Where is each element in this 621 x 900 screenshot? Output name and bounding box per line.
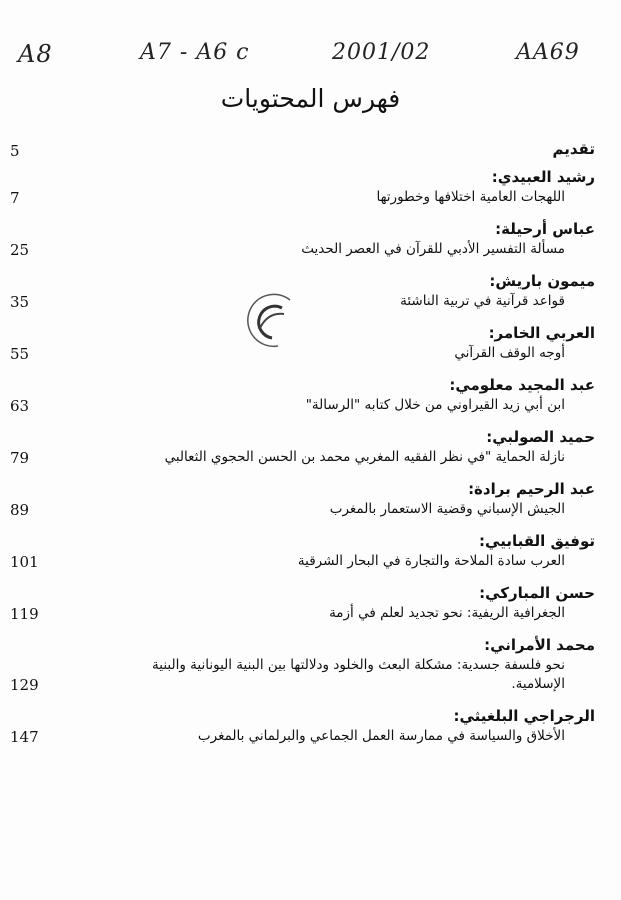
toc-entry (10, 166, 595, 207)
toc-entry (10, 270, 595, 311)
entry-title: اللهجات العامية اختلافها وخطورتها (376, 189, 565, 205)
toc-entry (10, 582, 595, 623)
entry-page-number: 101 (10, 553, 39, 571)
entry-page-number: 55 (10, 345, 30, 363)
entry-title: العرب سادة الملاحة والتجارة في البحار الشرقية (297, 553, 565, 569)
entry-author: رشيد العبيدي: (491, 168, 595, 186)
handwritten-date: 2001/02 (332, 40, 431, 65)
toc-entry (10, 705, 595, 746)
toc-entry (10, 374, 595, 415)
entry-title: الأخلاق والسياسة في ممارسة العمل الجماعي والبرلماني بالمغرب (197, 728, 565, 744)
entry-title: مسألة التفسير الأدبي للقرآن في العصر الحديث (301, 241, 565, 257)
page-title: فهرس المحتويات (220, 84, 401, 113)
entry-title: ابن أبي زيد القيراوني من خلال كتابه "الرسالة" (305, 397, 565, 413)
entry-author: حسن المباركي: (479, 584, 595, 602)
table-of-contents (10, 138, 595, 757)
entry-author: محمد الأمراني: (484, 636, 595, 654)
entry-page-number: 79 (10, 449, 30, 467)
toc-entry (10, 478, 595, 519)
entry-page-number: 119 (10, 605, 39, 623)
entry-title: نازلة الحماية "في نظر الفقيه المغربي محمد بن الحسن الحجوي الثعالبي (164, 449, 565, 465)
entry-page-number: 129 (10, 676, 39, 694)
entry-page-number: 25 (10, 241, 30, 259)
toc-entry (10, 530, 595, 571)
entry-author: حميد الصولبي: (486, 428, 595, 446)
toc-intro (10, 138, 595, 160)
entry-title: الجيش الإسباني وقضية الاستعمار بالمغرب (329, 501, 565, 517)
entry-title: الجغرافية الريفية: نحو تجديد لعلم في أزمة (329, 605, 565, 621)
toc-entry (10, 426, 595, 467)
toc-entry (10, 322, 595, 363)
toc-entry (10, 218, 595, 259)
entry-page-number: 147 (10, 728, 39, 746)
toc-entry (10, 634, 595, 694)
entry-author: عبد الرحيم برادة: (468, 480, 595, 498)
entry-page-number: 89 (10, 501, 30, 519)
entry-page-number: 35 (10, 293, 30, 311)
intro-label: تقديم (552, 140, 595, 158)
entry-author: ميمون باريش: (489, 272, 595, 290)
entry-title: أوجه الوقف القرآني (454, 345, 565, 361)
entry-title: قواعد قرآنية في تربية الناشئة (400, 293, 565, 309)
handwritten-code-right: AA69 (516, 40, 580, 65)
entry-author: توفيق القبابيي: (479, 532, 595, 550)
handwritten-code-range: A7 - A6 c (140, 40, 250, 65)
entry-author: الرجراجي البلغيثي: (453, 707, 595, 725)
handwritten-code-left: A8 (18, 40, 53, 68)
entry-author: العربي الخامر: (488, 324, 595, 342)
entry-page-number: 7 (10, 189, 20, 207)
entry-title: نحو فلسفة جسدية: مشكلة البعث والخلود ودلالتها بين البنية اليونانية والبنية الإسلامية. (152, 657, 565, 692)
entry-page-number: 63 (10, 397, 30, 415)
entry-author: عباس أرحيلة: (495, 220, 595, 238)
entry-author: عبد المجيد معلومي: (449, 376, 595, 394)
intro-page-number: 5 (10, 142, 20, 160)
